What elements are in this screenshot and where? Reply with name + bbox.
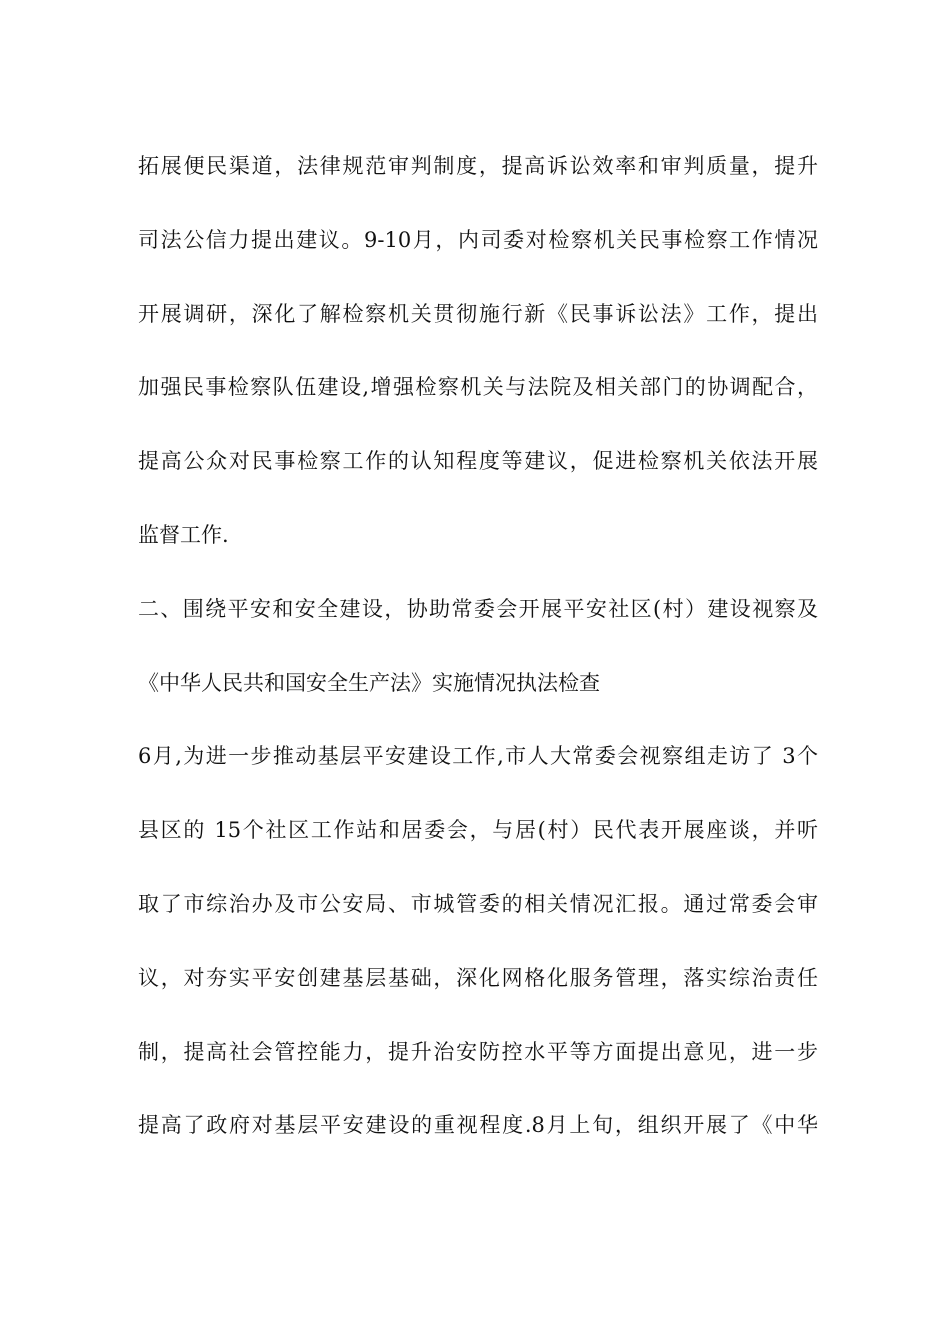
text-line: 开展调研，深化了解检察机关贯彻施行新《民事诉讼法》工作，提出 [138, 301, 818, 326]
text-line: 提高了政府对基层平安建设的重视程度.8月上旬，组织开展了《中华 [138, 1113, 818, 1138]
text-line: 议，对夯实平安创建基层基础，深化网格化服务管理，落实综治责任 [138, 965, 818, 990]
body-text [138, 141, 818, 1174]
text-line: 拓展便民渠道，法律规范审判制度，提高诉讼效率和审判质量，提升 [138, 154, 818, 178]
section-heading-line: 《中华人民共和国安全生产法》实施情况执法检查 [138, 670, 600, 695]
text-line: 监督工作. [138, 522, 229, 547]
section-heading-line: 二、围绕平安和安全建设，协助常委会开展平安社区(村）建设视察及 [138, 596, 818, 621]
text-line: 县区的 15个社区工作站和居委会，与居(村）民代表开展座谈，并听 [138, 818, 818, 843]
text-line: 司法公信力提出建议。9-10月，内司委对检察机关民事检察工作情况 [138, 227, 818, 252]
text-line: 6月,为进一步推动基层平安建设工作,市人大常委会视察组走访了 3个 [138, 744, 818, 769]
text-line: 制，提高社会管控能力，提升治安防控水平等方面提出意见，进一步 [138, 1039, 818, 1064]
text-line: 提高公众对民事检察工作的认知程度等建议，促进检察机关依法开展 [138, 449, 818, 474]
text-line: 取了市综治办及市公安局、市城管委的相关情况汇报。通过常委会审 [138, 891, 818, 916]
text-line: 加强民事检察队伍建设,增强检察机关与法院及相关部门的协调配合， [138, 375, 818, 400]
